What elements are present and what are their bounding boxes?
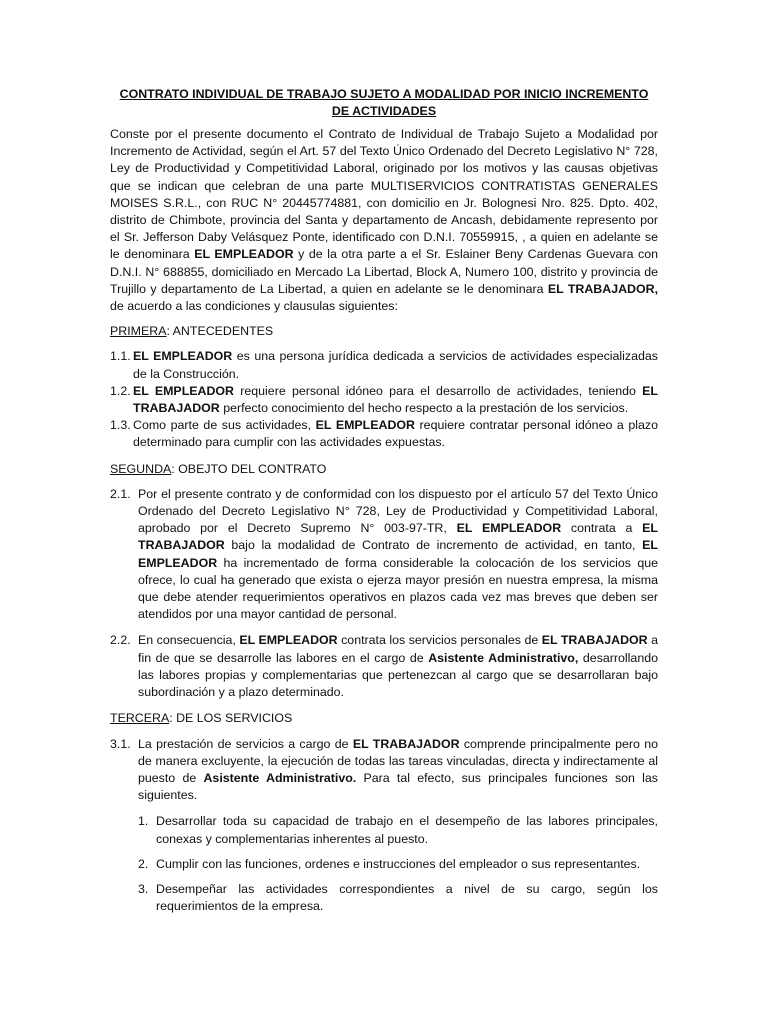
clause-bold: EL EMPLEADOR — [315, 418, 415, 433]
clause-text: Por el presente contrato y de conformidad con los dispuesto por el artículo 57 del Texto Único Ordenado del Decreto Legislativo N° 728, Ley de Productividad y Competitividad Laboral, aprobado por el Decreto Supremo N° 003-97-TR, — [138, 486, 658, 536]
clause-1-2 — [110, 383, 658, 417]
clause-text: requiere personal idóneo para el desarrollo de actividades, teniendo — [234, 383, 643, 398]
section-tercera-heading — [110, 710, 658, 727]
clause-bold: EL EMPLEADOR — [239, 633, 338, 648]
function-number: 1. — [138, 814, 149, 829]
intro-text-3: de acuerdo a las condiciones y clausulas siguientes: — [110, 299, 398, 314]
clause-number: 3.1. — [110, 736, 131, 751]
clause-2-1 — [110, 486, 658, 624]
clause-bold: Asistente Administrativo. — [203, 770, 357, 785]
function-number: 3. — [138, 881, 149, 896]
document-title: CONTRATO INDIVIDUAL DE TRABAJO SUJETO A MODALIDAD POR INICIO INCREMENTO DE ACTIVIDADES — [119, 87, 649, 118]
clause-bold: EL EMPLEADOR — [133, 349, 233, 364]
clause-bold: EL TRABAJADOR — [541, 633, 648, 648]
clause-bold: EL EMPLEADOR — [456, 521, 562, 536]
clause-text: comprende principalmente pero no de manera excluyente, la ejecución de todas las tareas vinculadas, directa y indirectamente al puesto de — [138, 736, 658, 785]
clause-bold: EL EMPLEADOR — [133, 383, 235, 398]
spacer — [110, 623, 658, 632]
clause-text: En consecuencia, — [138, 633, 240, 648]
section-primera-heading — [110, 323, 658, 340]
clause-text: a fin de que se desarrolle las labores en el cargo de — [138, 633, 658, 665]
function-number: 2. — [138, 856, 149, 871]
clause-bold: EL TRABAJADOR — [133, 383, 659, 416]
intro-bold-empleador: EL EMPLEADOR — [194, 247, 294, 262]
clause-text: bajo la modalidad de Contrato de incremento de actividad, en tanto, — [224, 538, 643, 553]
section-heading-label: PRIMERA — [110, 324, 167, 339]
clause-text: ha incrementado de forma considerable la colocación de los servicios que ofrece, lo cual ha generado que exista o ejerza mayor presión en nuestra empresa, la misma que debe atender requerimientos operativos en plazos cada vez mas breves que deben ser atendidos por una mayor cantidad de personal. — [138, 555, 658, 622]
clause-number: 1.2. — [110, 383, 131, 398]
clause-1-3 — [110, 417, 658, 451]
clause-number: 1.3. — [110, 418, 131, 433]
clause-3-1 — [110, 736, 658, 805]
clause-bold: Asistente Administrativo, — [428, 650, 579, 665]
intro-text-2: y de la otra parte a el Sr. Eslainer Beny Cardenas Guevara con D.N.I. N° 688855, domiciliado en Mercado La Libertad, Block A, Numero 100, distrito y provincia de Trujillo y departamento de La Libertad, a quien en adelante se le denominara — [110, 247, 659, 296]
function-item-2 — [110, 856, 658, 873]
intro-bold-trabajador: EL TRABAJADOR, — [547, 281, 659, 296]
clause-text: contrata los servicios personales de — [337, 633, 542, 648]
clause-number: 2.2. — [110, 633, 131, 648]
clause-bold: EL TRABAJADOR — [352, 736, 460, 751]
section-heading-label: TERCERA — [110, 711, 170, 726]
clause-text: Como parte de sus actividades, — [133, 418, 316, 433]
section-heading-subtitle: : OBEJTO DEL CONTRATO — [171, 461, 327, 476]
clause-text: requiere contratar personal idóneo a plazo determinado para cumplir con las actividades expuestas. — [133, 418, 658, 450]
clause-text: La prestación de servicios a cargo de — [138, 736, 353, 751]
clause-number: 2.1. — [110, 486, 131, 501]
document-page — [110, 86, 658, 923]
function-text: Desempeñar las actividades correspondientes a nivel de su cargo, según los requerimientos de la empresa. — [156, 881, 658, 914]
intro-paragraph — [110, 126, 658, 315]
clause-bold: EL EMPLEADOR — [138, 538, 658, 570]
spacer — [110, 701, 658, 710]
function-item-1 — [110, 813, 658, 847]
function-text: Desarrollar toda su capacidad de trabajo en el desempeño de las labores principales, conexas y complementarias inherentes al puesto. — [156, 814, 658, 846]
clause-text: desarrollando las labores propias y complementarias que pertenezcan al cargo que se desarrollaran bajo subordinación y a plazo determinado. — [138, 650, 659, 700]
clause-text: es una persona jurídica dedicada a servicios de actividades especializadas de la Construcción. — [133, 349, 658, 381]
section-segunda-heading — [110, 461, 658, 478]
section-heading-subtitle: : DE LOS SERVICIOS — [169, 711, 293, 726]
clause-number: 1.1. — [110, 349, 131, 364]
clause-text: contrata a — [561, 521, 643, 536]
clause-2-2 — [110, 632, 658, 701]
intro-text-1: Conste por el presente documento el Contrato de Individual de Trabajo Sujeto a Modalidad por Incremento de Actividad, según el Art. 57 del Texto Único Ordenado del Decreto Legislativo N° 728, Ley de Productividad y Competitividad Laboral, originado por los motivos y las causas objetivas que se indican que celebran de una parte MULTISERVICIOS CONTRATISTAS GENERALES MOISES S.R.L., con RUC N° 20445774881, con domicilio en Jr. Bolognesi Nro. 825. Dpto. 402, distrito de Chimbote, provincia del Santa y departamento de Ancash, debidamente represento por el Sr. Jefferson Daby Velásquez Ponte, identificado con D.N.I. 70559915, , a quien en adelante se le denominara — [110, 127, 658, 262]
section-heading-subtitle: : ANTECEDENTES — [166, 324, 274, 339]
function-text: Cumplir con las funciones, ordenes e instrucciones del empleador o sus representantes. — [156, 856, 641, 871]
clause-text: perfecto conocimiento del hecho respecto a la prestación de los servicios. — [219, 401, 629, 416]
clause-1-1 — [110, 348, 658, 382]
spacer — [110, 452, 658, 461]
clause-bold: EL TRABAJADOR — [138, 521, 658, 553]
clause-text: Para tal efecto, sus principales funciones son las siguientes. — [138, 770, 658, 803]
function-item-3 — [110, 881, 658, 915]
spacer — [110, 804, 658, 813]
section-heading-label: SEGUNDA — [110, 461, 172, 476]
